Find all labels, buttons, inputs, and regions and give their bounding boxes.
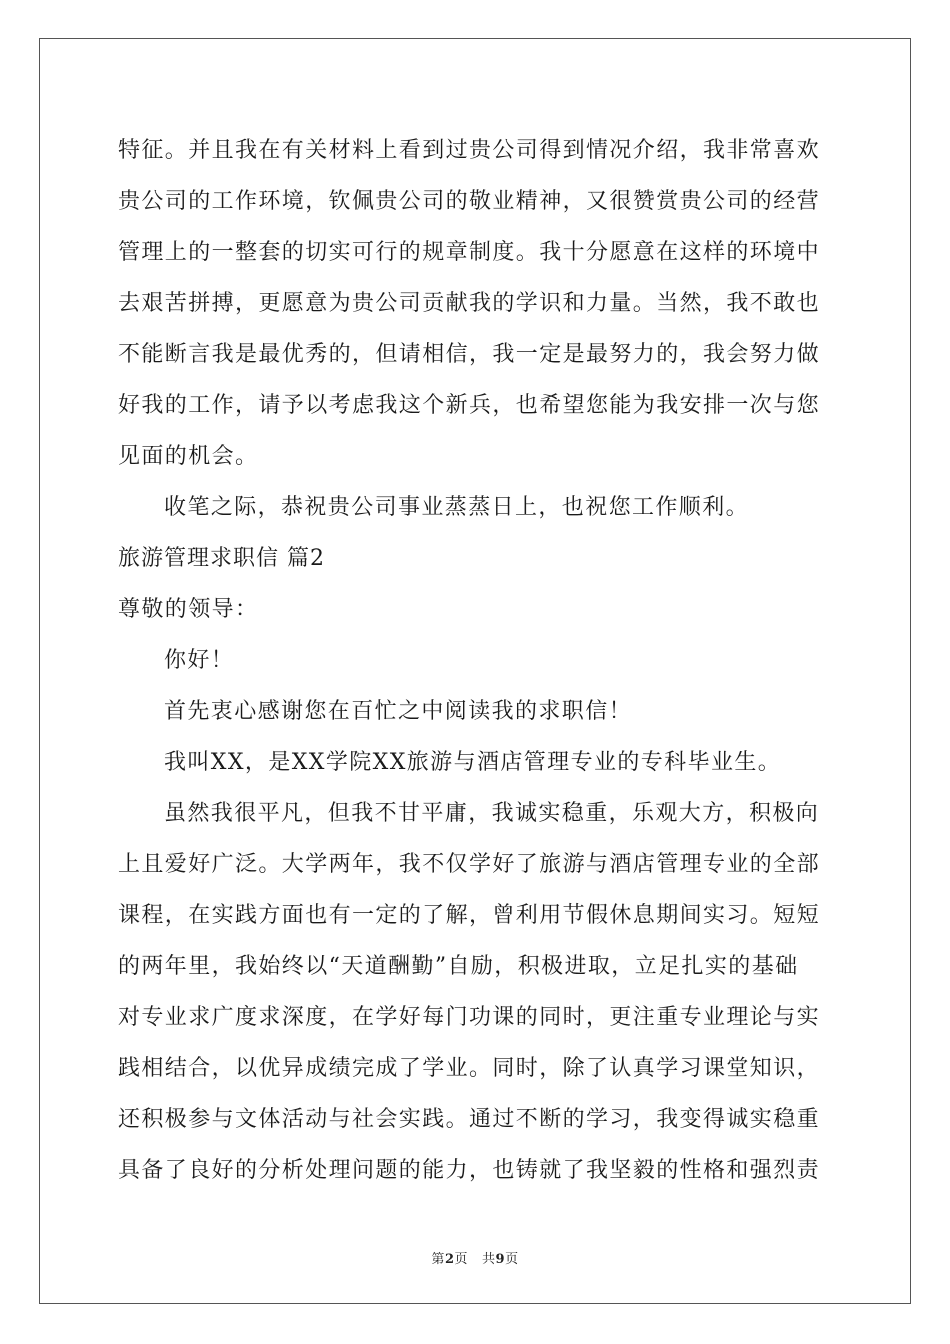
document-body [118, 125, 838, 1196]
text-line: 的两年里，我始终以“天道酬勤”自励，积极进取，立足扎实的基础 [118, 954, 799, 979]
footer-total-suffix: 页 [505, 1252, 519, 1267]
footer-page-current: 2 [444, 1252, 455, 1267]
text-line: 虽然我很平凡，但我不甘平庸，我诚实稳重，乐观大方，积极向 [164, 801, 820, 826]
footer-page-total: 9 [495, 1252, 506, 1267]
text-line: 见面的机会。 [118, 444, 259, 469]
footer-page-suffix: 页 [454, 1252, 468, 1267]
text-line: 好我的工作，请予以考虑我这个新兵，也希望您能为我安排一次与您 [118, 393, 821, 418]
text-line: 不能断言我是最优秀的，但请相信，我一定是最努力的，我会努力做 [118, 342, 821, 367]
text-line: 具备了良好的分析处理问题的能力，也铸就了我坚毅的性格和强烈责 [118, 1158, 821, 1183]
text-line: 上且爱好广泛。大学两年，我不仅学好了旅游与酒店管理专业的全部 [118, 852, 821, 877]
text-line: 践相结合，以优异成绩完成了学业。同时，除了认真学习课堂知识， [118, 1056, 821, 1081]
text-line: 还积极参与文体活动与社会实践。通过不断的学习，我变得诚实稳重 [118, 1107, 821, 1132]
text-line: 管理上的一整套的切实可行的规章制度。我十分愿意在这样的环境中 [118, 240, 821, 265]
footer-total-prefix: 共 [482, 1252, 496, 1267]
text-line: 对专业求广度求深度，在学好每门功课的同时，更注重专业理论与实 [118, 1005, 821, 1030]
text-line: 收笔之际，恭祝贵公司事业蒸蒸日上，也祝您工作顺利。 [164, 495, 750, 520]
page-footer [0, 1248, 950, 1267]
text-line: 尊敬的领导： [118, 597, 259, 622]
text-line: 贵公司的工作环境，钦佩贵公司的敬业精神，又很赞赏贵公司的经营 [118, 189, 821, 214]
footer-page-prefix: 第 [431, 1252, 445, 1267]
text-line: 特征。并且我在有关材料上看到过贵公司得到情况介绍，我非常喜欢 [118, 138, 821, 163]
text-line: 你好！ [164, 648, 235, 673]
text-line: 我叫XX，是XX学院XX旅游与酒店管理专业的专科毕业生。 [164, 750, 782, 775]
section-heading: 旅游管理求职信 篇2 [118, 546, 325, 571]
text-line: 首先衷心感谢您在百忙之中阅读我的求职信！ [164, 699, 633, 724]
text-line: 去艰苦拼搏，更愿意为贵公司贡献我的学识和力量。当然，我不敢也 [118, 291, 821, 316]
text-line: 课程，在实践方面也有一定的了解，曾利用节假休息期间实习。短短 [118, 903, 821, 928]
